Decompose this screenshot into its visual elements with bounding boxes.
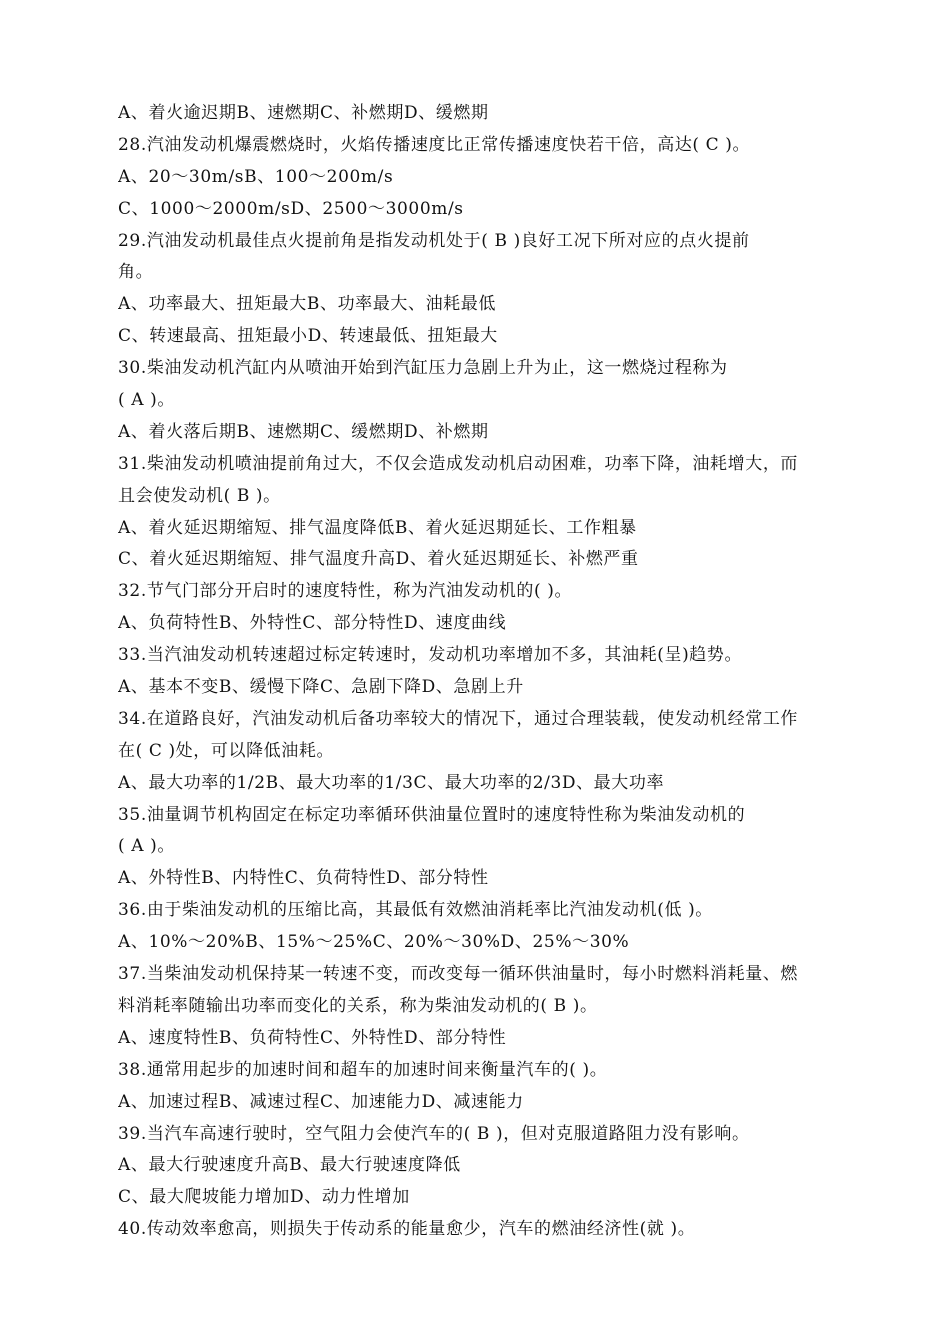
text-line: 36.由于柴油发动机的压缩比高，其最低有效燃油消耗率比汽油发动机(低 )。: [118, 900, 713, 921]
text-line: A、最大行驶速度升高B、最大行驶速度降低: [118, 1155, 461, 1176]
text-line: C、着火延迟期缩短、排气温度升高D、着火延迟期延长、补燃严重: [118, 549, 639, 570]
text-line: C、转速最高、扭矩最小D、转速最低、扭矩最大: [118, 326, 498, 347]
text-line: A、加速过程B、减速过程C、加速能力D、减速能力: [118, 1091, 524, 1112]
text-line: 34.在道路良好，汽油发动机后备功率较大的情况下，通过合理装载，使发动机经常工作: [118, 708, 799, 729]
text-line: A、功率最大、扭矩最大B、功率最大、油耗最低: [118, 294, 496, 315]
text-line: A、着火落后期B、速燃期C、缓燃期D、补燃期: [118, 421, 489, 442]
text-line: A、外特性B、内特性C、负荷特性D、部分特性: [118, 868, 489, 889]
text-line: 角。: [118, 262, 154, 283]
text-line: 35.油量调节机构固定在标定功率循环供油量位置时的速度特性称为柴油发动机的: [118, 804, 746, 825]
text-line: 40.传动效率愈高，则损失于传动系的能量愈少，汽车的燃油经济性(就 )。: [118, 1219, 696, 1240]
text-line: A、10%～20%B、15%～25%C、20%～30%D、25%～30%: [118, 932, 630, 953]
text-line: A、基本不变B、缓慢下降C、急剧下降D、急剧上升: [118, 677, 524, 698]
text-line: A、着火延迟期缩短、排气温度降低B、着火延迟期延长、工作粗暴: [118, 517, 637, 538]
text-line: 29.汽油发动机最佳点火提前角是指发动机处于( B )良好工况下所对应的点火提前: [118, 230, 750, 251]
text-line: ( A )。: [118, 836, 175, 857]
text-line: 38.通常用起步的加速时间和超车的加速时间来衡量汽车的( )。: [118, 1059, 608, 1080]
text-line: C、1000～2000m/sD、2500～3000m/s: [118, 198, 464, 219]
text-line: ( A )。: [118, 390, 175, 411]
text-line: A、着火逾迟期B、速燃期C、补燃期D、缓燃期: [118, 103, 489, 123]
text-line: 31.柴油发动机喷油提前角过大，不仅会造成发动机启动困难，功率下降，油耗增大，而: [118, 453, 799, 474]
text-line: 料消耗率随输出功率而变化的关系，称为柴油发动机的( B )。: [118, 995, 598, 1016]
text-line: A、20～30m/sB、100～200m/s: [118, 166, 394, 187]
text-line: A、速度特性B、负荷特性C、外特性D、部分特性: [118, 1027, 507, 1048]
question-list: [118, 98, 940, 1246]
text-line: 在( C )处，可以降低油耗。: [118, 740, 335, 761]
text-line: 28.汽油发动机爆震燃烧时，火焰传播速度比正常传播速度快若干倍，高达( C )。: [118, 134, 751, 155]
text-line: 39.当汽车高速行驶时，空气阻力会使汽车的( B )，但对克服道路阻力没有影响。: [118, 1123, 750, 1144]
text-line: C、最大爬坡能力增加D、动力性增加: [118, 1187, 410, 1208]
text-line: 32.节气门部分开启时的速度特性，称为汽油发动机的( )。: [118, 581, 573, 602]
text-line: 且会使发动机( B )。: [118, 485, 281, 506]
text-line: A、最大功率的1/2B、最大功率的1/3C、最大功率的2/3D、最大功率: [118, 772, 665, 793]
text-line: A、负荷特性B、外特性C、部分特性D、速度曲线: [118, 613, 507, 634]
text-line: 30.柴油发动机汽缸内从喷油开始到汽缸压力急剧上升为止，这一燃烧过程称为: [118, 358, 728, 379]
text-line: 37.当柴油发动机保持某一转速不变，而改变每一循环供油量时，每小时燃料消耗量、燃: [118, 964, 799, 985]
text-line: 33.当汽油发动机转速超过标定转速时，发动机功率增加不多，其油耗(呈)趋势。: [118, 645, 743, 666]
